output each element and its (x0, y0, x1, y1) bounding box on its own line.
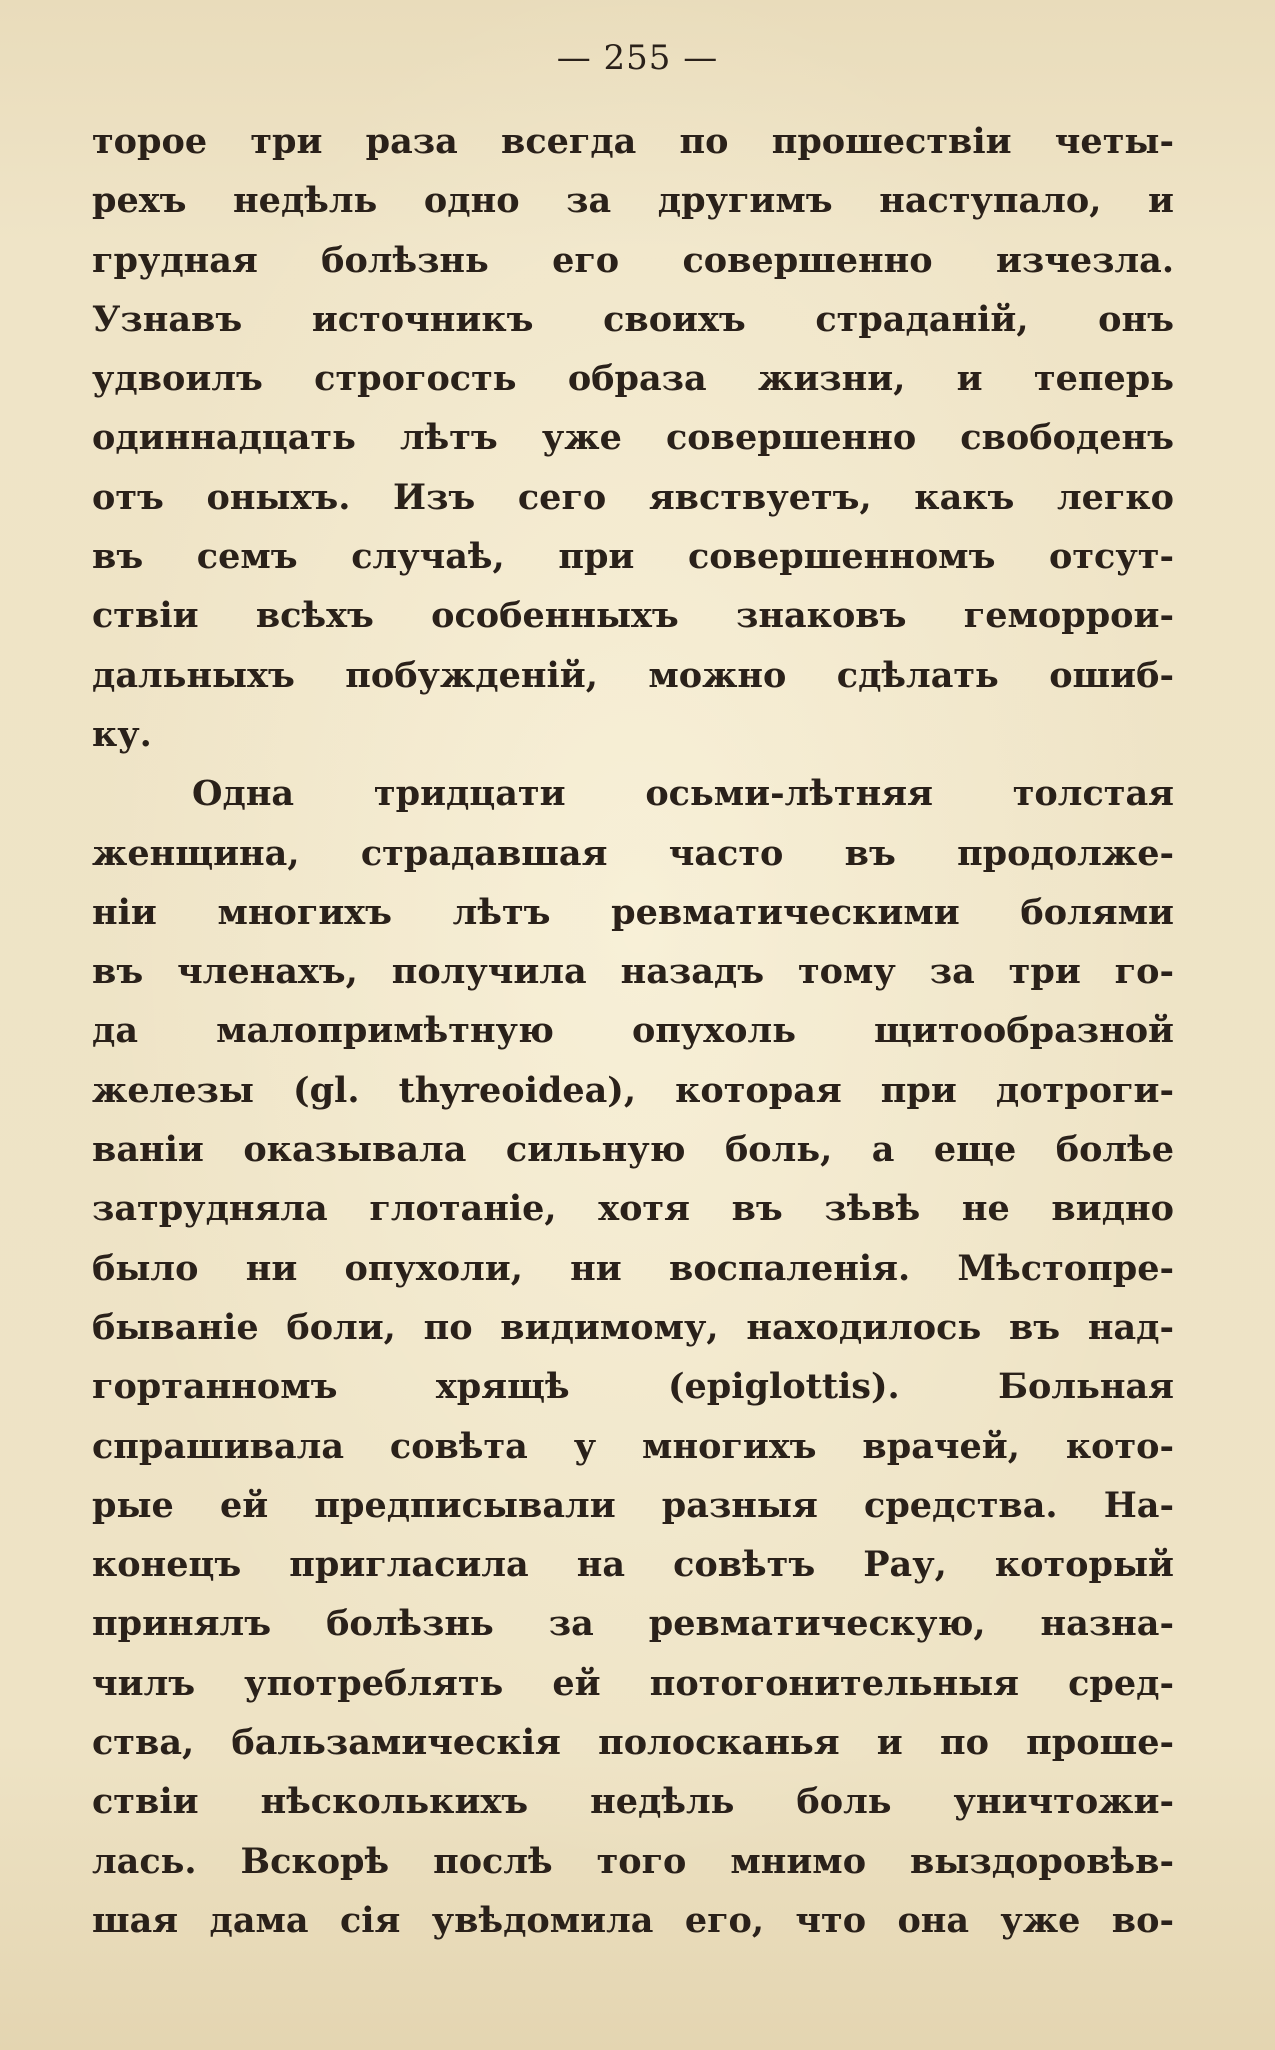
text-line: ніи многихъ лѣтъ ревматическими болями (92, 891, 1174, 933)
text-line: железы (gl. thyreoidea), которая при дотроги- (92, 1069, 1174, 1111)
text-line: торое три раза всегда по прошествіи четы- (92, 121, 1174, 162)
text-line: женщина, страдавшая часто въ продолже- (92, 832, 1174, 874)
text-line: затрудняла глотаніе, хотя въ зѣвѣ не видно (92, 1188, 1174, 1230)
text-line: ваніи оказывала сильную боль, а еще болѣе (92, 1129, 1174, 1171)
text-line: лась. Вскорѣ послѣ того мнимо выздоровѣв- (92, 1840, 1174, 1882)
text-line: да малопримѣтную опухоль щитообразной (92, 1010, 1174, 1052)
text-line: въ семъ случаѣ, при совершенномъ отсут- (92, 536, 1174, 578)
text-line: Узнавъ источникъ своихъ страданій, онъ (92, 298, 1174, 340)
text-line: ствіи всѣхъ особенныхъ знаковъ геморрои- (92, 595, 1174, 637)
text-line: грудная болѣзнь его совершенно изчезла. (92, 239, 1174, 281)
text-line: отъ оныхъ. Изъ сего явствуетъ, какъ легко (92, 476, 1174, 518)
text-line: спрашивала совѣта у многихъ врачей, кото- (92, 1425, 1174, 1467)
text-line: дальныхъ побужденій, можно сдѣлать ошиб- (92, 654, 1174, 696)
text-line: ку. (92, 713, 152, 755)
text-line: рехъ недѣль одно за другимъ наступало, и (92, 180, 1174, 222)
text-line: одиннадцать лѣтъ уже совершенно свободенъ (92, 417, 1174, 459)
body-text (92, 112, 1174, 1950)
text-line: гортанномъ хрящѣ (epiglottis). Больная (92, 1366, 1174, 1408)
text-line: конецъ пригласила на совѣтъ Рау, который (92, 1544, 1174, 1586)
text-line: въ членахъ, получила назадъ тому за три го- (92, 951, 1174, 993)
text-line: удвоилъ строгость образа жизни, и теперь (92, 358, 1174, 400)
text-line: было ни опухоли, ни воспаленія. Мѣстопре- (92, 1247, 1174, 1289)
text-line: ства, бальзамическія полосканья и по проше- (92, 1722, 1174, 1764)
text-line: принялъ болѣзнь за ревматическую, назна- (92, 1603, 1174, 1645)
text-line: бываніе боли, по видимому, находилось въ над- (92, 1306, 1174, 1348)
text-line: ствіи нѣсколькихъ недѣль боль уничтожи- (92, 1781, 1174, 1823)
paragraph-first-line: Одна тридцати осьми-лѣтняя толстая (192, 773, 1174, 815)
text-line: чилъ употреблять ей потогонительныя сред- (92, 1662, 1174, 1704)
text-line: шая дама сія увѣдомила его, что она уже во- (92, 1899, 1174, 1941)
text-line: рые ей предписывали разныя средства. На- (92, 1484, 1174, 1526)
page-number: — 255 — (556, 38, 719, 78)
